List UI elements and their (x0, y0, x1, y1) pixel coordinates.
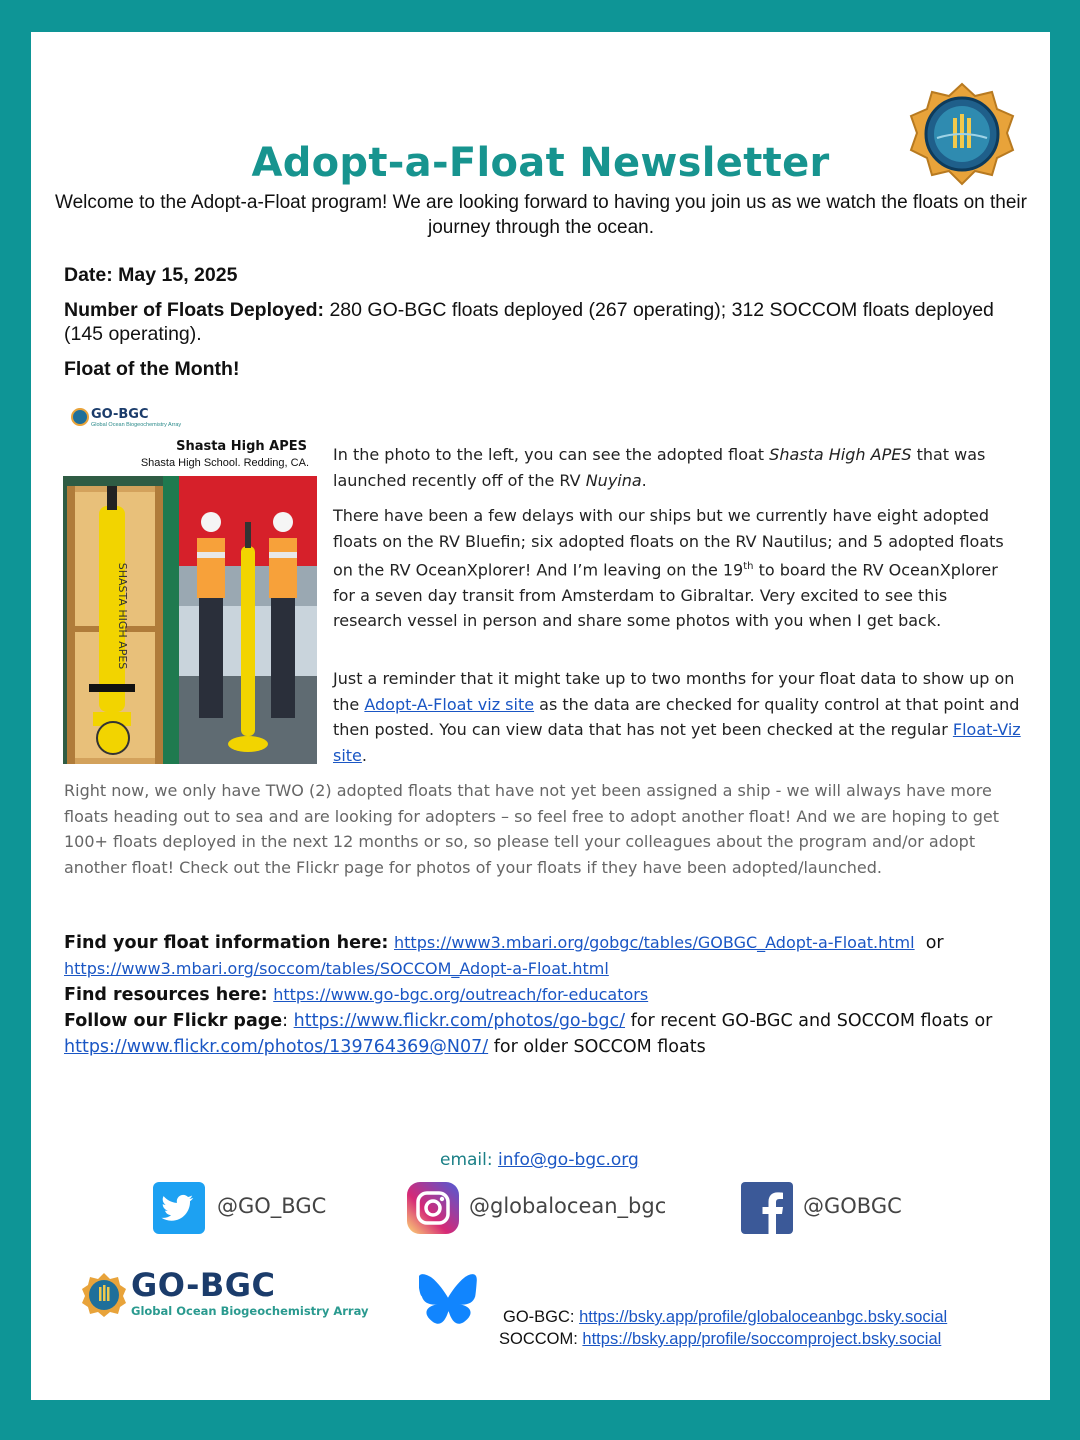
links-section: Find your float information here: https://www3.mbari.org/gobgc/tables/GOBGC_Adopt-a-Float.html or https://www3.mbari.org/soccom/tables/SOCCOM_Adopt-a-Float.html Find resources here: https://www.go-bgc.org/outreach/for-educators Follow our Flickr page: https://www.flickr.com/photos/go-bgc/ for recent GO-BGC and SOCCOM floats or https://www.flickr.com/photos/139764369@N07/ for older SOCCOM floats (64, 933, 993, 1057)
article-paragraph-4: Right now, we only have TWO (2) adopted floats that have not yet been assigned a ship - we will always have more floats heading out to sea and are looking for adopters – so feel free to adopt another float! And we are hoping to get 100+ floats deployed in the next 12 months or so, so please tell your colleagues about the program and/or adopt another float! Check out the Flickr page for photos of your floats if they have been adopted/launched. (64, 781, 999, 877)
float-photo (63, 402, 317, 764)
newsletter-title: Adopt-a-Float Newsletter (251, 140, 830, 186)
bsky-gobgc-line: GO-BGC: https://bsky.app/profile/globaloceanbgc.bsky.social (503, 1308, 948, 1326)
find-float-label: Find your float information here: (64, 933, 389, 953)
float-viz-link[interactable]: Float-Viz site (333, 720, 1021, 765)
twitter-icon[interactable] (153, 1182, 205, 1234)
ship-name-italic: Nuyina (585, 470, 642, 490)
crate-text: SHASTA HIGH APES (116, 562, 129, 670)
gobgc-table-link[interactable]: https://www3.mbari.org/gobgc/tables/GOBGC_Adopt-a-Float.html (394, 933, 915, 952)
flickr-label: Follow our Flickr page (64, 1011, 283, 1031)
or-text: or (925, 933, 944, 953)
float-of-month-heading: Float of the Month! (64, 358, 240, 380)
float-name-italic: Shasta High APES (769, 445, 912, 464)
crate-photo (63, 476, 179, 764)
educators-link[interactable]: https://www.go-bgc.org/outreach/for-educators (273, 985, 649, 1004)
flickr-soccom-link[interactable]: https://www.flickr.com/photos/139764369@N07/ (64, 1037, 489, 1057)
photo-logo-subtitle: Global Ocean Biogeochemistry Array (91, 422, 182, 428)
email-line: email: info@go-bgc.org (440, 1150, 639, 1170)
facebook-handle[interactable]: @GOBGC (803, 1194, 902, 1218)
floats-deployed (64, 298, 1024, 346)
resources-label: Find resources here: (64, 985, 268, 1005)
soccom-table-link[interactable]: https://www3.mbari.org/soccom/tables/SOCCOM_Adopt-a-Float.html (64, 959, 609, 978)
photo-school: Shasta High School. Redding, CA. (140, 457, 309, 469)
gobgc-footer-logo-text: GO-BGC (131, 1266, 276, 1304)
deployment-photo (179, 476, 317, 764)
bsky-soccom-line: SOCCOM: https://bsky.app/profile/soccomproject.bsky.social (499, 1330, 942, 1348)
bsky-soccom-link[interactable]: https://bsky.app/profile/soccomproject.bsky.social (582, 1330, 942, 1348)
newsletter-page (31, 32, 1050, 1400)
twitter-handle[interactable]: @GO_BGC (217, 1194, 327, 1218)
article-paragraph-3: Just a reminder that it might take up to two months for your float data to show up on the Adopt-A-Float viz site as the data are checked for quality control at that point and then posted. You can view data that has not yet been checked at the regular Float-Viz site. (333, 669, 1021, 765)
article-paragraph-1: In the photo to the left, you can see the adopted float Shasta High APES that was launched recently off of the RV Nuyina. (333, 445, 986, 490)
photo-float-name: Shasta High APES (176, 439, 307, 454)
gobgc-footer-logo-subtitle: Global Ocean Biogeochemistry Array (131, 1304, 369, 1318)
bsky-gobgc-link[interactable]: https://bsky.app/profile/globaloceanbgc.bsky.social (579, 1308, 948, 1326)
facebook-icon[interactable] (741, 1182, 793, 1234)
gobgc-logo-icon (71, 408, 89, 426)
email-link[interactable]: info@go-bgc.org (498, 1150, 639, 1170)
floats-deployed-label: Number of Floats Deployed: (64, 299, 325, 321)
instagram-icon[interactable] (407, 1182, 459, 1234)
floats-deployed-value: 280 GO-BGC floats deployed (267 operating); 312 SOCCOM floats deployed (145 operating). (64, 299, 994, 345)
adopt-a-float-viz-link[interactable]: Adopt-A-Float viz site (364, 694, 535, 714)
photo-logo-text: GO-BGC (91, 407, 149, 422)
instagram-handle[interactable]: @globalocean_bgc (469, 1194, 667, 1218)
gobgc-footer-logo-icon (81, 1272, 127, 1318)
article-paragraph-2: There have been a few delays with our ships but we currently have eight adopted floats on the RV Bluefin; six adopted floats on the RV Nautilus; and 5 adopted floats on the RV OceanXplorer! And I’m leaving on the 19th to board the RV OceanXplorer for a seven day transit from Amsterdam to Gibraltar. Very excited to see this research vessel in person and share some photos with you when I get back. (333, 506, 1004, 631)
flickr-gobgc-link[interactable]: https://www.flickr.com/photos/go-bgc/ (293, 1011, 626, 1031)
bluesky-icon[interactable] (419, 1274, 477, 1326)
date-line: Date: May 15, 2025 (64, 264, 238, 286)
welcome-text: Welcome to the Adopt-a-Float program! We are looking forward to having you join us as we watch the floats on their journey through the ocean. (55, 192, 1027, 238)
